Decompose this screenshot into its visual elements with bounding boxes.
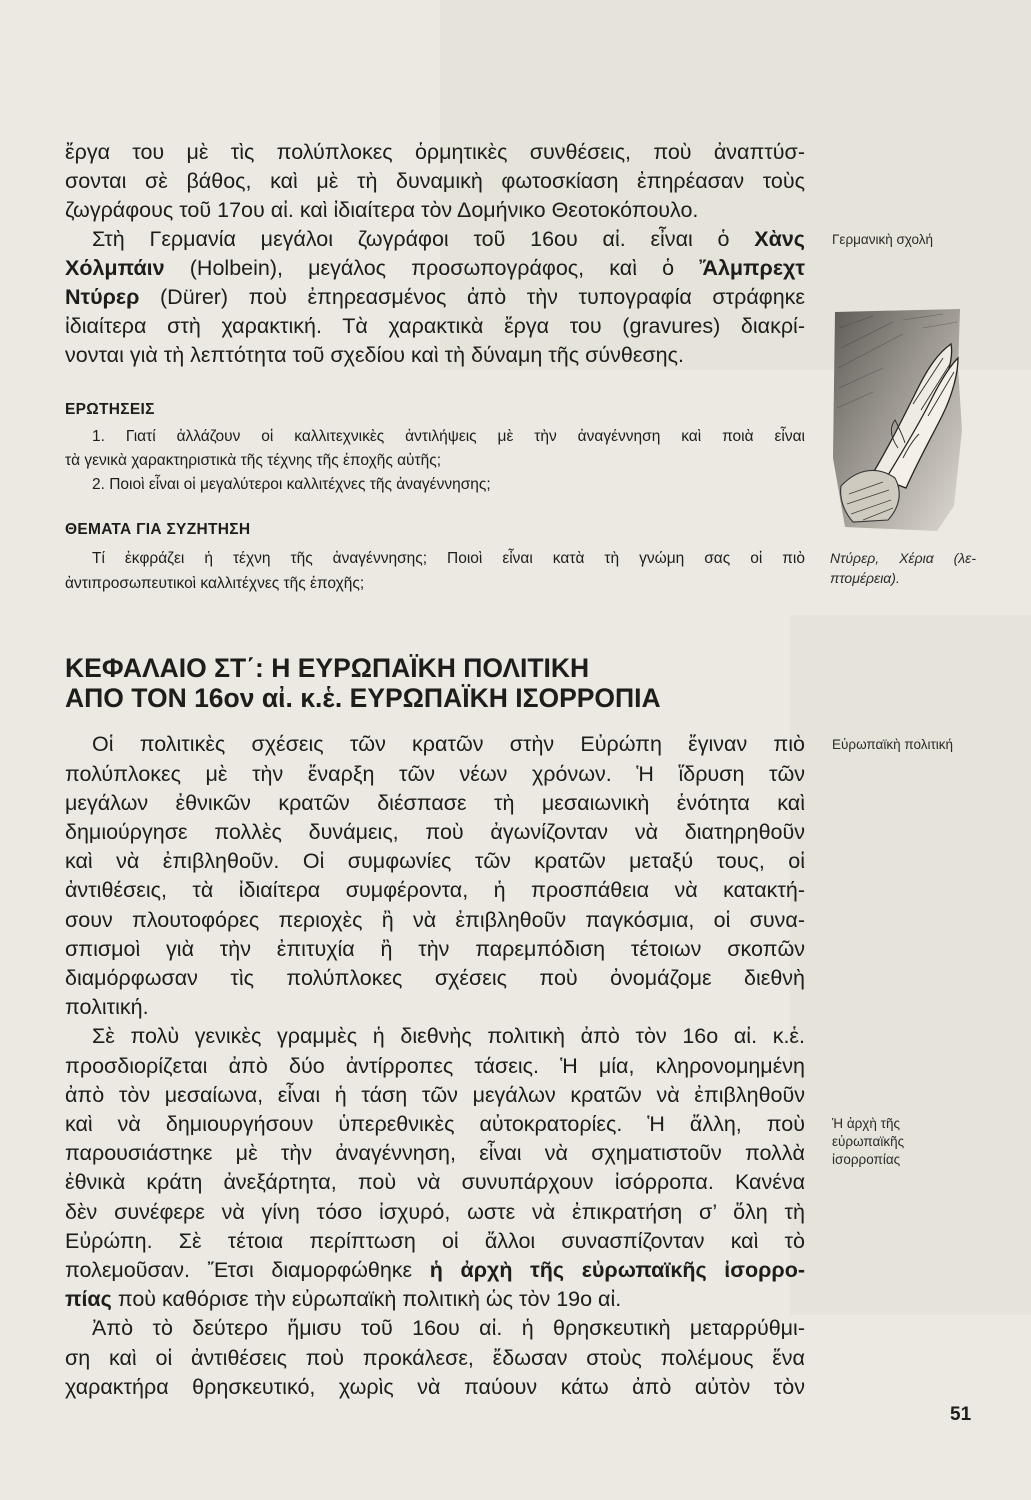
text-line: σουν πλουτοφόρες περιοχὲς ἢ νὰ ἐπιβληθοῦν παγκόσμια, οἱ συνα- [65,907,805,932]
text-line: Σὲ πολὺ γενικὲς γραμμὲς ἡ διεθνὴς πολιτικὴ ἀπὸ τὸν 16ο αἰ. κ.ἑ. [92,1024,805,1049]
bold-term: πίας [65,1287,112,1312]
questions-list [65,425,805,497]
text-line: σπισμοὶ γιὰ τὴν ἐπιτυχία ἢ τὴν παρεμπόδιση τέτοιων σκοπῶν [65,936,805,961]
text-line: παρουσιάστηκε μὲ τὴν ἀναγέννηση, εἶναι νὰ σχηματιστοῦν πολλὰ [65,1141,805,1166]
margin-note-european-politics: Εὐρωπαϊκὴ πολιτική [832,737,954,752]
text-line: νονται γιὰ τὴ λεπτότητα τοῦ σχεδίου καὶ τὴ δύναμη τῆς σύνθεσης. [65,343,684,367]
discussion-line: ἀντιπροσωπευτικοὶ καλλιτέχνες τῆς ἐποχῆς; [65,575,365,592]
page-number: 51 [950,1404,972,1425]
question-line: 2. Ποιοὶ εἶναι οἱ μεγαλύτεροι καλλιτέχνες τῆς ἀναγέννησης; [92,476,491,493]
questions-heading: ΕΡΩΤΗΣΕΙΣ [65,401,155,418]
bold-term: Χόλμπάιν [65,256,165,280]
text-line: προσδιορίζεται ἀπὸ δύο ἀντίρροπες τάσεις. Ἡ μία, κληρονομημένη [65,1053,805,1078]
bold-term: Χὰνς [754,227,805,251]
text-line: ἰδιαίτερα στὴ χαρακτική. Τὰ χαρακτικὰ ἔργα του (gravures) διακρί- [65,314,805,338]
caption-line: πτομέρεια). [830,570,900,586]
text-line: Οἱ πολιτικὲς σχέσεις τῶν κρατῶν στὴν Εὐρώπη ἔγιναν πιὸ [92,732,805,757]
question-line: 1. Γιατί ἀλλάζουν οἱ καλλιτεχνικὲς ἀντιλήψεις μὲ τὴν ἀναγέννηση καὶ ποιὰ εἶναι [92,428,805,445]
text-line: πολύπλοκες μὲ τὴν ἔναρξη τῶν νέων χρόνων. Ἡ ἵδρυση τῶν [65,761,805,786]
discussion-heading: ΘΕΜΑΤΑ ΓΙΑ ΣΥΖΗΤΗΣΗ [65,521,251,538]
text-line: Χόλμπάιν (Holbein), μεγάλος προσωπογράφος, καὶ ὁ Ἄλμπρεχτ [65,256,805,280]
text-line: ἀπὸ τὸν μεσαίωνα, εἶναι ἡ τάση τῶν μεγάλων κρατῶν νὰ ἐπιβληθοῦν [65,1082,805,1107]
chapter-title-line: ΑΠΟ ΤΟΝ 16ον αἰ. κ.ἑ. ΕΥΡΩΠΑΪΚΗ ΙΣΟΡΡΟΠΙΑ [65,683,661,713]
text-line: Ἀπὸ τὸ δεύτερο ἥμισυ τοῦ 16ου αἰ. ἡ θρησκευτικὴ μεταρρύθμι- [92,1316,805,1341]
text-line: διαμόρφωσαν τὶς πολύπλοκες σχέσεις ποὺ ὀνομάζομε διεθνὴ [65,966,805,991]
discussion-topics [65,546,805,596]
text-line: πίας ποὺ καθόρισε τὴν εὐρωπαϊκὴ πολιτικὴ ὡς τὸν 19ο αἰ. [65,1287,622,1312]
text-line: μεγάλων ἐθνικῶν κρατῶν διέσπασε τὴ μεσαιωνικὴ ἑνότητα καὶ [65,790,805,815]
margin-note-line: ἰσορροπίας [832,1152,901,1167]
text-line: Στὴ Γερμανία μεγάλοι ζωγράφοι τοῦ 16ου αἰ. εἶναι ὁ Χὰνς [92,227,805,251]
figure-caption [830,548,976,588]
text-line: ση καὶ οἱ ἀντιθέσεις ποὺ προκάλεσε, ἔδωσαν στοὺς πολέμους ἕνα [65,1345,805,1370]
text-line: δὲν συνέφερε νὰ γίνη τόσο ἰσχυρό, ωστε νὰ ἐπικρατήση σ’ ὅλη τὴ [65,1199,805,1224]
praying-hands-engraving-icon [833,308,963,532]
chapter-body [65,730,805,1402]
margin-note-german-school: Γερμανικὴ σχολή [832,232,934,247]
text-line: χαρακτήρα θρησκευτικό, χωρὶς νὰ παύουν κάτω ἀπὸ αὐτὸν τὸν [65,1374,805,1399]
text-line: Ντύρερ (Dürer) ποὺ ἐπηρεασμένος ἀπὸ τὴν τυπογραφία στράφηκε [65,285,805,309]
figure-praying-hands [833,308,963,532]
text-line: πολιτική. [65,995,149,1020]
margin-note-line: Ἡ ἀρχὴ τῆς [832,1116,900,1131]
chapter-title-line: ΚΕΦΑΛΑΙΟ ΣΤ΄: Η ΕΥΡΩΠΑΪΚΗ ΠΟΛΙΤΙΚΗ [65,653,590,683]
discussion-line: Τί ἐκφράζει ἡ τέχνη τῆς ἀναγέννησης; Ποιοὶ εἶναι κατὰ τὴ γνώμη σας οἱ πιὸ [92,550,805,567]
chapter-title [65,653,825,713]
text-line: καὶ νὰ δημιουργήσουν ὑπερεθνικὲς αὐτοκρατορίες. Ἡ ἄλλη, ποὺ [65,1112,805,1137]
question-line: τὰ γενικὰ χαρακτηριστικὰ τῆς τέχνης τῆς ἐποχῆς αὐτῆς; [65,452,442,469]
bold-term: Ἄλμπρεχτ [699,256,805,280]
text-line: ζωγράφους τοῦ 17ου αἰ. καὶ ἰδιαίτερα τὸν Δομήνικο Θεοτοκόπουλο. [65,198,699,222]
text-line: ἐθνικὰ κράτη ἀνεξάρτητα, ποὺ νὰ συνυπάρχουν ἰσόρροπα. Κανένα [65,1170,805,1195]
text-line: καὶ νὰ ἐπιβληθοῦν. Οἱ συμφωνίες τῶν κρατῶν μεταξύ τους, οἱ [65,849,805,874]
caption-line: Ντύρερ, Χέρια (λε- [830,550,976,566]
margin-note-line: εὐρωπαϊκῆς [832,1134,905,1149]
text-line: πολεμοῦσαν. Ἔτσι διαμορφώθηκε ἡ ἀρχὴ τῆς εὐρωπαϊκῆς ἰσορρο- [65,1258,805,1283]
bleed-through-shadow [790,615,1031,1315]
text-line: ἔργα του μὲ τὶς πολύπλοκες ὁρμητικὲς συνθέσεις, ποὺ ἀναπτύσ- [65,140,805,164]
text-line: σονται σὲ βάθος, καὶ μὲ τὴ δυναμικὴ φωτοσκίαση ἐπηρέασαν τοὺς [65,169,805,193]
text-line: δημιούργησε πολλὲς δυνάμεις, ποὺ ἀγωνίζονταν νὰ διατηρηθοῦν [65,820,805,844]
margin-note-balance-principle [832,1115,982,1169]
text-line: ἀντιθέσεις, τὰ ἰδιαίτερα συμφέροντα, ἡ προσπάθεια νὰ κατακτή- [65,878,805,903]
bold-term: ἡ ἀρχὴ τῆς εὐρωπαϊκῆς ἰσορρο- [429,1258,805,1283]
intro-paragraph [65,138,805,370]
bold-term: Ντύρερ [65,285,140,309]
text-line: Εὐρώπη. Σὲ τέτοια περίπτωση οἱ ἄλλοι συνασπίζονταν καὶ τὸ [65,1228,805,1253]
